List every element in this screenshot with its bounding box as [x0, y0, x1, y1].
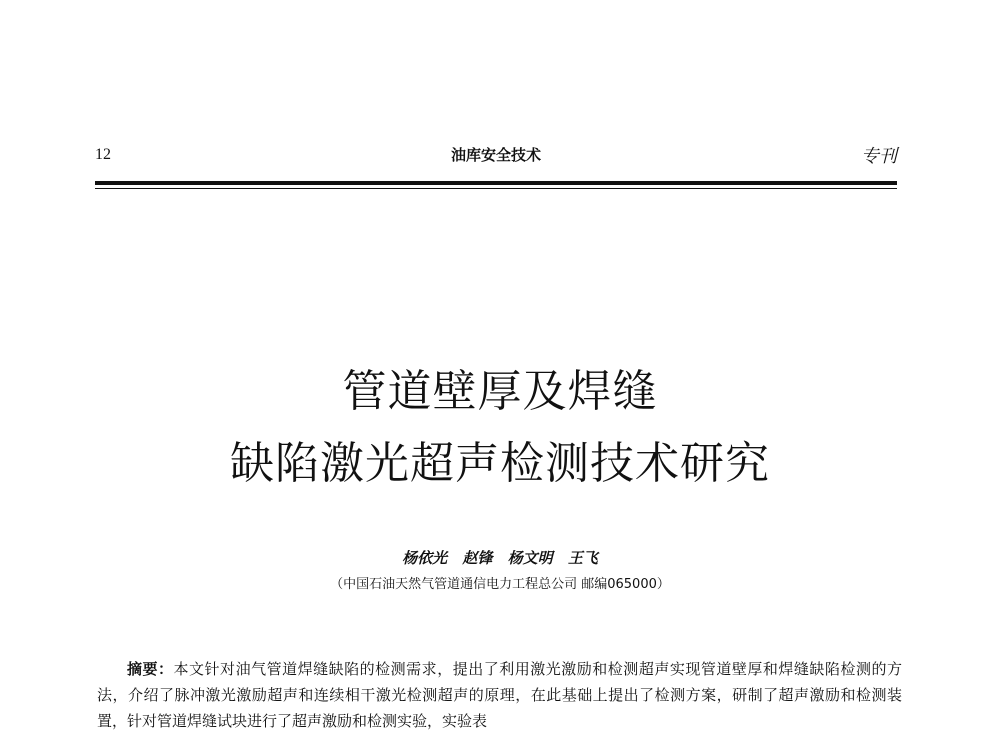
journal-name: 油库安全技术 — [450, 146, 541, 164]
header-rule-thick — [95, 181, 897, 185]
abstract-label: 摘要： — [127, 660, 174, 678]
header-rule-thin — [95, 188, 897, 189]
article-title-line1: 管道壁厚及焊缝 — [342, 366, 658, 417]
article-title-line2: 缺陷激光超声检测技术研究 — [230, 438, 770, 489]
author-list: 杨依光 赵锋 杨文明 王飞 — [402, 549, 598, 567]
issue-label: 专刊 — [861, 146, 897, 167]
page-number: 12 — [95, 146, 111, 163]
running-header — [95, 140, 897, 170]
abstract-text: 本文针对油气管道焊缝缺陷的检测需求，提出了利用激光激励和检测超声实现管道壁厚和焊缝缺陷检测的方法，介绍了脉冲激光激励超声和连续相干激光检测超声的原理，在此基础上提出了检测方案，研制了超声激励和检测装置，针对管道焊缝试块进行了超声激励和检测实验，实验表 — [97, 660, 902, 730]
author-affiliation: （中国石油天然气管道通信电力工程总公司 邮编065000） — [330, 577, 670, 592]
abstract-paragraph — [97, 656, 902, 734]
